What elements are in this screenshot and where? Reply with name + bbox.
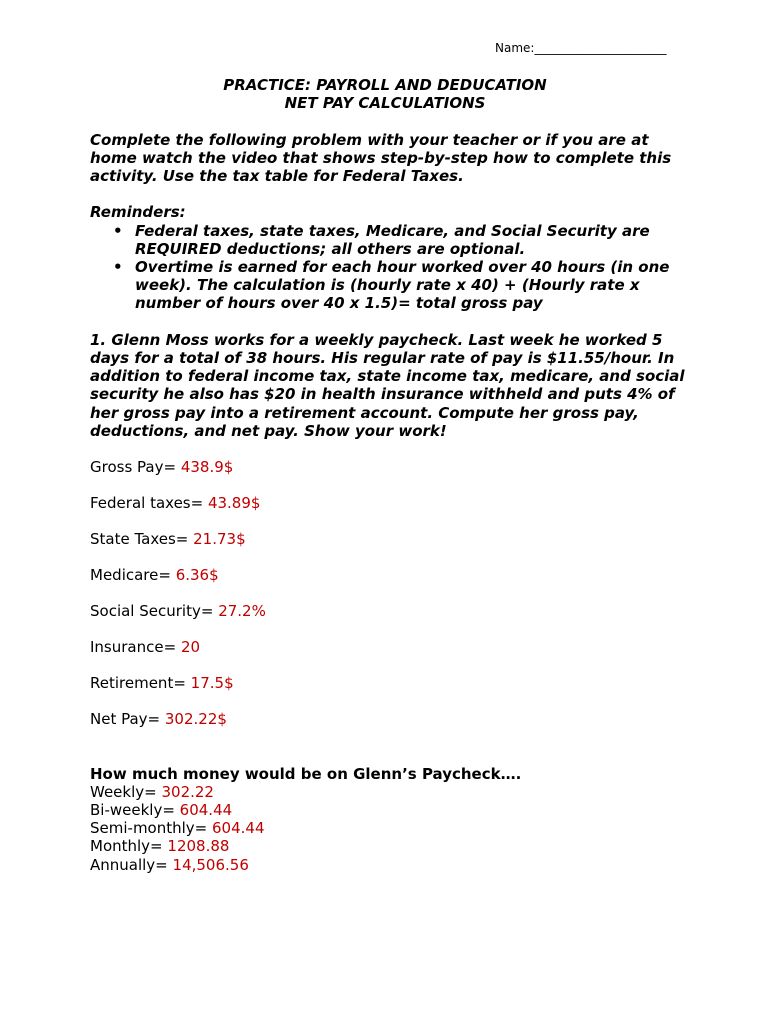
- answer-label: Insurance=: [90, 638, 181, 657]
- answer-value: 17.5$: [190, 674, 234, 693]
- paycheck-label: Annually=: [90, 855, 173, 874]
- reminder-text: Federal taxes, state taxes, Medicare, and Social Security are REQUIRED deductions; all others are optional.: [135, 221, 650, 258]
- reminder-item: [113, 221, 690, 258]
- answer-state-taxes: [90, 530, 690, 548]
- answer-value: 302.22$: [164, 710, 227, 729]
- answer-value: 43.89$: [207, 494, 261, 513]
- worksheet-content: [90, 76, 690, 874]
- paycheck-value: 604.44: [212, 819, 265, 838]
- answer-insurance: [90, 638, 690, 656]
- problem-paragraph: 1. Glenn Moss works for a weekly paycheck. Last week he worked 5 days for a total of 38 hours. His regular rate of pay is $11.55/hour. In addition to federal income tax, state income tax, medicare, and social security he also has $20 in health insurance withheld and puts 4% of her gross pay into a retirement account. Compute her gross pay, deductions, and net pay. Show your work!: [90, 330, 685, 440]
- paycheck-bi-weekly: [90, 801, 690, 819]
- paycheck-semi-monthly: [90, 819, 690, 837]
- answer-social-security: [90, 602, 690, 620]
- answer-value: 27.2%: [218, 602, 266, 621]
- answer-label: State Taxes=: [90, 530, 194, 549]
- reminders-heading: Reminders:: [90, 203, 186, 222]
- spacer: [90, 112, 690, 130]
- paycheck-value: 1208.88: [167, 837, 230, 856]
- reminder-item: [113, 258, 690, 313]
- paycheck-heading: How much money would be on Glenn’s Paycheck….: [90, 764, 522, 783]
- answer-value: 6.36$: [175, 566, 219, 585]
- answer-value: 20: [180, 638, 201, 657]
- answer-label: Net Pay=: [90, 710, 165, 729]
- answer-label: Gross Pay=: [90, 458, 181, 477]
- reminder-text: Overtime is earned for each hour worked over 40 hours (in one week). The calculation is (hourly rate x 40) + (Hourly rate x number of hours over 40 x 1.5)= total gross pay: [135, 258, 670, 313]
- intro-paragraph: Complete the following problem with your teacher or if you are at home watch the video that shows step-by-step how to complete this activity. Use the tax table for Federal Taxes.: [90, 130, 672, 185]
- paycheck-label: Bi-weekly=: [90, 801, 180, 820]
- answer-retirement: [90, 674, 690, 692]
- answer-label: Retirement=: [90, 674, 191, 693]
- paycheck-weekly: [90, 783, 690, 801]
- spacer: [90, 185, 690, 203]
- paycheck-annually: [90, 856, 690, 874]
- answer-net-pay: [90, 710, 690, 728]
- paycheck-value: 604.44: [179, 801, 233, 820]
- bullet-icon: •: [113, 258, 123, 276]
- answer-label: Medicare=: [90, 566, 176, 585]
- answer-federal-taxes: [90, 494, 690, 512]
- answer-value: 21.73$: [193, 530, 246, 549]
- answer-label: Social Security=: [90, 602, 219, 621]
- paycheck-value: 302.22: [161, 782, 214, 801]
- reminders-list: [90, 222, 690, 313]
- paycheck-label: Weekly=: [90, 782, 162, 801]
- paycheck-label: Semi-monthly=: [90, 819, 213, 838]
- bullet-icon: •: [113, 221, 123, 240]
- name-field-label: Name:______________________: [495, 41, 667, 55]
- title-line-1: PRACTICE: PAYROLL AND DEDUCATION: [223, 76, 547, 94]
- paycheck-label: Monthly=: [90, 837, 168, 856]
- paycheck-monthly: [90, 837, 690, 855]
- answer-medicare: [90, 566, 690, 584]
- title-line-2: NET PAY CALCULATIONS: [284, 94, 486, 113]
- answer-gross-pay: [90, 458, 690, 476]
- spacer: [90, 313, 690, 331]
- answer-label: Federal taxes=: [90, 494, 208, 513]
- answer-value: 438.9$: [180, 458, 234, 477]
- paycheck-value: 14,506.56: [172, 855, 249, 874]
- spacer: [90, 440, 690, 458]
